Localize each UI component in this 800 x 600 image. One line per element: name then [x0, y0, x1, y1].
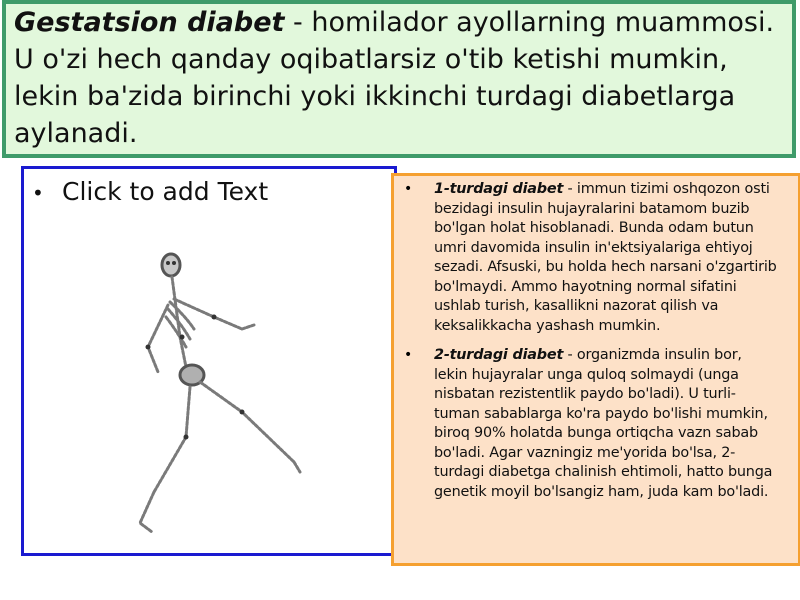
- left-content-box[interactable]: [21, 166, 397, 556]
- bullet-dot-icon: •: [32, 181, 44, 205]
- title-term: Gestatsion diabet: [14, 7, 285, 38]
- type1-term: 1-turdagi diabet: [434, 181, 564, 197]
- list-item-type1: [404, 180, 778, 336]
- right-content-box[interactable]: [391, 173, 800, 566]
- title-box: [2, 0, 796, 158]
- list-item-type2: [404, 346, 778, 502]
- placeholder-text[interactable]: Click to add Text: [62, 177, 269, 206]
- bullet-dot-icon: •: [404, 347, 413, 363]
- type1-paragraph: [434, 180, 778, 336]
- type2-term: 2-turdagi diabet: [434, 347, 564, 363]
- type2-paragraph: [434, 346, 778, 502]
- type2-text: - organizmda insulin bor, lekin hujayralar unga quloq solmaydi (unga nisbatan rezistentlik paydo bo'ladi). U turli-tuman sabablarga ko'ra paydo bo'lishi mumkin, biroq 90% holatda bunga ortiqcha vazn sabab bo'ladi. Agar vazningiz me'yorida bo'lsa, 2-turdagi diabetga chalinish ehtimoli, hatto bunga genetik moyil bo'lsangiz ham, juda kam bo'ladi.: [434, 347, 773, 500]
- title-rest: - homilador ayollarning muammosi. U o'zi hech qanday oqibatlarsiz o'tib ketishi mumkin, lekin ba'zida birinchi yoki ikkinchi turdagi diabetlarga aylanadi.: [14, 7, 775, 149]
- slide-title: [14, 4, 784, 152]
- placeholder-bullet[interactable]: [32, 177, 268, 206]
- bullet-dot-icon: •: [404, 181, 413, 197]
- dancing-skeleton-icon: [114, 247, 314, 547]
- type1-text: - immun tizimi oshqozon osti bezidagi insulin hujayralarini batamom buzib bo'lgan holat hisoblanadi. Bunda odam butun umri davomida insulin in'ektsiyalariga ehtiyoj sezadi. Afsuski, bu holda hech narsani o'zgartirib bo'lmaydi. Ammo hayotning normal sifatini ushlab turish, kasallikni nazorat qilish va keksalikkacha yashash mumkin.: [434, 181, 777, 334]
